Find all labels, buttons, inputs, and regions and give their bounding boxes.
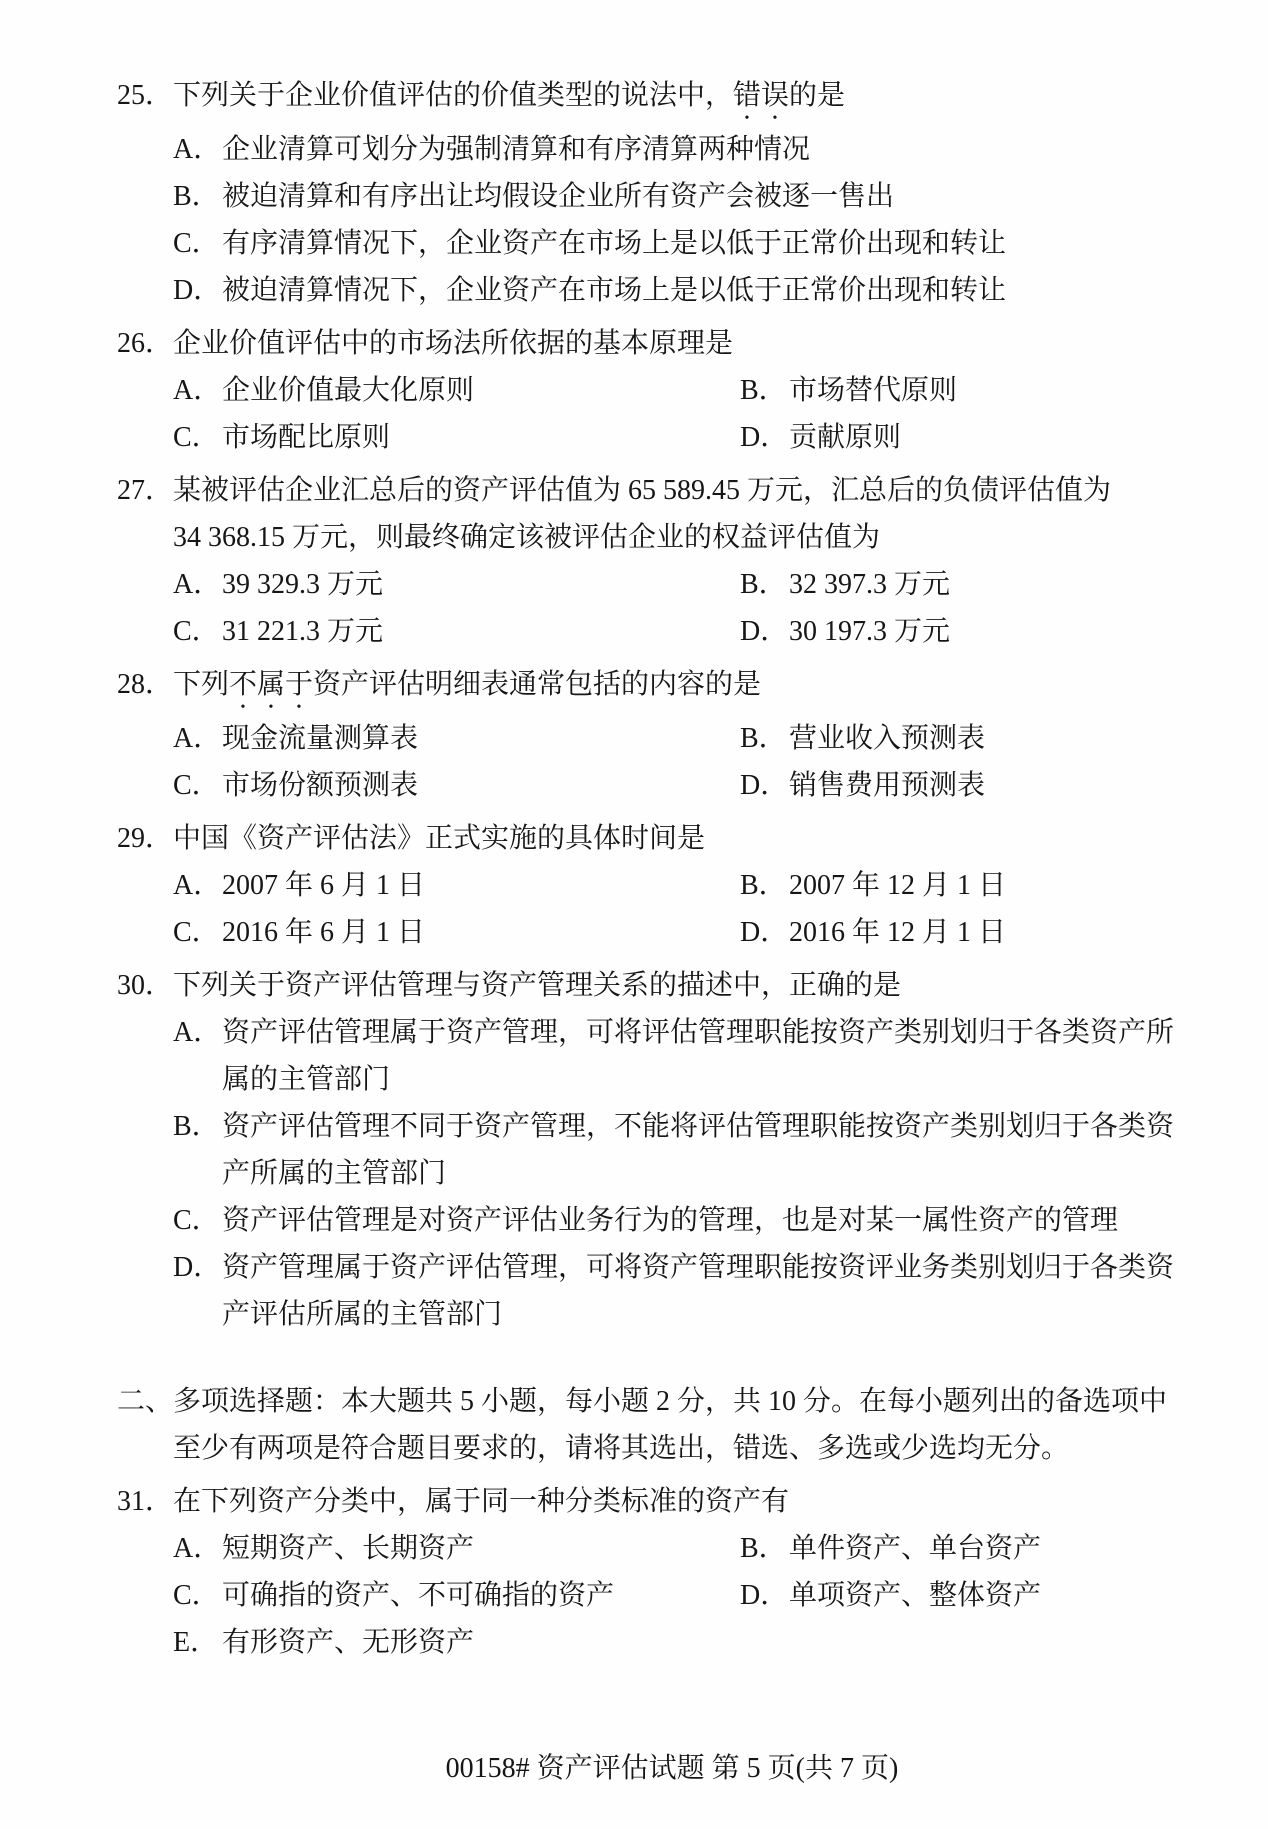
option-label: D．	[740, 422, 789, 453]
option-label: B．	[740, 569, 787, 600]
options-list	[173, 862, 1188, 956]
option-text: 市场替代原则	[789, 375, 958, 406]
option-b	[740, 862, 1188, 909]
option-label: A．	[173, 569, 222, 600]
question-26	[117, 320, 1188, 461]
stem-text: 中国《资产评估法》正式实施的具体时间是	[173, 823, 706, 854]
emphasized-text: 错误	[733, 80, 790, 111]
option-text: 31 221.3 万元	[222, 616, 384, 647]
question-25	[117, 72, 1188, 314]
option-c	[173, 1572, 740, 1619]
emphasized-text: 不属于	[229, 669, 314, 700]
question-stem	[173, 1478, 1188, 1525]
question-stem	[173, 467, 1188, 561]
option-label: D．	[740, 1580, 789, 1611]
option-label: C．	[173, 616, 220, 647]
option-a	[173, 367, 740, 414]
option-text: 被迫清算和有序出让均假设企业所有资产会被逐一售出	[222, 181, 895, 212]
option-b	[740, 561, 1188, 608]
option-text: 39 329.3 万元	[222, 569, 384, 600]
question-stem-line	[173, 467, 1188, 514]
stem-text: 下列关于资产评估管理与资产管理关系的描述中，正确的是	[173, 970, 902, 1001]
question-27	[117, 467, 1188, 655]
option-c	[173, 220, 1188, 267]
question-stem-line	[173, 661, 1188, 715]
option-text: 2016 年 6 月 1 日	[222, 917, 426, 948]
option-d	[740, 414, 1188, 461]
option-label: A．	[173, 134, 222, 165]
option-a	[173, 561, 740, 608]
option-label: C．	[173, 422, 220, 453]
option-label: B．	[173, 1111, 220, 1142]
section-2-header	[117, 1378, 1188, 1472]
question-number: 30．	[117, 970, 174, 1001]
option-text: 资产评估管理不同于资产管理，不能将评估管理职能按资产类别划归于各类资 产所属的主管部门	[222, 1111, 1175, 1189]
options-list	[173, 1525, 1188, 1666]
option-text: 市场配比原则	[222, 422, 391, 453]
option-text: 资产评估管理是对资产评估业务行为的管理，也是对某一属性资产的管理	[222, 1205, 1119, 1236]
option-a	[173, 715, 740, 762]
question-stem	[173, 72, 1188, 126]
options-list	[173, 561, 1188, 655]
option-text: 32 397.3 万元	[789, 569, 951, 600]
stem-text: 下列关于企业价值评估的价值类型的说法中，	[173, 80, 734, 111]
option-text: 2016 年 12 月 1 日	[789, 917, 1007, 948]
option-c	[173, 608, 740, 655]
question-stem-line	[173, 320, 1188, 367]
options-list	[173, 367, 1188, 461]
option-d	[740, 608, 1188, 655]
stem-text: 资产评估明细表通常包括的内容的是	[313, 669, 762, 700]
question-stem	[173, 320, 1188, 367]
option-label: A．	[173, 375, 222, 406]
stem-text: 企业价值评估中的市场法所依据的基本原理是	[173, 328, 734, 359]
option-a	[173, 1525, 740, 1572]
option-label: E．	[173, 1627, 219, 1658]
stem-text: 某被评估企业汇总后的资产评估值为 65 589.45 万元，汇总后的负债评估值为	[173, 475, 1112, 506]
option-d	[173, 267, 1188, 314]
question-number: 28．	[117, 669, 174, 700]
option-text: 市场份额预测表	[222, 770, 419, 801]
option-text: 企业清算可划分为强制清算和有序清算两种情况	[222, 134, 811, 165]
option-c	[173, 414, 740, 461]
option-label: B．	[740, 375, 787, 406]
options-list	[173, 1009, 1188, 1338]
section-instructions-line-2: 至少有两项是符合题目要求的，请将其选出，错选、多选或少选均无分。	[173, 1433, 1070, 1464]
question-stem	[173, 661, 1188, 715]
option-e	[173, 1619, 740, 1666]
option-label: A．	[173, 723, 222, 754]
stem-text: 34 368.15 万元，则最终确定该被评估企业的权益评估值为	[173, 522, 881, 553]
option-label: B．	[173, 181, 220, 212]
question-stem	[173, 962, 1188, 1009]
option-b	[740, 367, 1188, 414]
question-stem-line	[173, 962, 1188, 1009]
option-text: 营业收入预测表	[789, 723, 986, 754]
stem-text: 在下列资产分类中，属于同一种分类标准的资产有	[173, 1486, 790, 1517]
option-label: A．	[173, 1533, 222, 1564]
option-text: 现金流量测算表	[222, 723, 419, 754]
option-text: 30 197.3 万元	[789, 616, 951, 647]
option-text: 2007 年 12 月 1 日	[789, 870, 1007, 901]
option-label: D．	[740, 917, 789, 948]
section-number: 二、	[117, 1386, 174, 1417]
question-number: 25．	[117, 80, 174, 111]
option-b	[740, 1525, 1188, 1572]
multi-choice-question-list	[117, 1478, 1188, 1666]
question-stem-line	[173, 72, 1188, 126]
option-a	[173, 1009, 1188, 1103]
question-28	[117, 661, 1188, 809]
option-label: C．	[173, 917, 220, 948]
option-label: D．	[173, 1252, 222, 1283]
option-d	[740, 1572, 1188, 1619]
option-label: C．	[173, 770, 220, 801]
question-stem-line	[173, 514, 1188, 561]
question-number: 29．	[117, 823, 174, 854]
option-d	[740, 909, 1188, 956]
option-text: 单件资产、单台资产	[789, 1533, 1042, 1564]
single-choice-question-list	[117, 72, 1188, 1338]
option-text: 单项资产、整体资产	[789, 1580, 1042, 1611]
option-label: B．	[740, 723, 787, 754]
option-label: B．	[740, 1533, 787, 1564]
option-c	[173, 762, 740, 809]
option-text: 被迫清算情况下，企业资产在市场上是以低于正常价出现和转让	[222, 275, 1007, 306]
option-label: D．	[173, 275, 222, 306]
question-stem-line	[173, 1478, 1188, 1525]
option-text: 销售费用预测表	[789, 770, 986, 801]
option-d	[740, 762, 1188, 809]
option-b	[173, 1103, 1188, 1197]
section-instructions-line-1: 多项选择题：本大题共 5 小题，每小题 2 分，共 10 分。在每小题列出的备选项中	[173, 1386, 1168, 1417]
option-label: C．	[173, 1580, 220, 1611]
question-31	[117, 1478, 1188, 1666]
option-text: 有序清算情况下，企业资产在市场上是以低于正常价出现和转让	[222, 228, 1007, 259]
question-number: 31．	[117, 1486, 174, 1517]
option-b	[173, 173, 1188, 220]
question-stem-line	[173, 815, 1188, 862]
option-text: 短期资产、长期资产	[222, 1533, 475, 1564]
option-text: 企业价值最大化原则	[222, 375, 475, 406]
page-footer: 00158# 资产评估试题 第 5 页(共 7 页)	[445, 1753, 899, 1784]
option-text: 资产管理属于资产评估管理，可将资产管理职能按资评业务类别划归于各类资 产评估所属的主管部门	[222, 1252, 1175, 1330]
question-number: 26．	[117, 328, 174, 359]
options-list	[173, 715, 1188, 809]
option-label: B．	[740, 870, 787, 901]
question-30	[117, 962, 1188, 1338]
question-29	[117, 815, 1188, 956]
option-label: D．	[740, 616, 789, 647]
option-text: 2007 年 6 月 1 日	[222, 870, 426, 901]
stem-text: 下列	[173, 669, 230, 700]
option-c	[173, 909, 740, 956]
option-d	[173, 1244, 1188, 1338]
option-label: A．	[173, 1017, 222, 1048]
question-number: 27．	[117, 475, 174, 506]
stem-text: 的是	[789, 80, 846, 111]
option-label: D．	[740, 770, 789, 801]
option-label: C．	[173, 1205, 220, 1236]
option-text: 贡献原则	[789, 422, 902, 453]
option-c	[173, 1197, 1188, 1244]
option-text: 可确指的资产、不可确指的资产	[222, 1580, 615, 1611]
option-label: A．	[173, 870, 222, 901]
option-label: C．	[173, 228, 220, 259]
option-a	[173, 126, 1188, 173]
option-b	[740, 715, 1188, 762]
question-stem	[173, 815, 1188, 862]
options-list	[173, 126, 1188, 314]
option-a	[173, 862, 740, 909]
option-text: 资产评估管理属于资产管理，可将评估管理职能按资产类别划归于各类资产所 属的主管部门	[222, 1017, 1175, 1095]
option-text: 有形资产、无形资产	[222, 1627, 475, 1658]
